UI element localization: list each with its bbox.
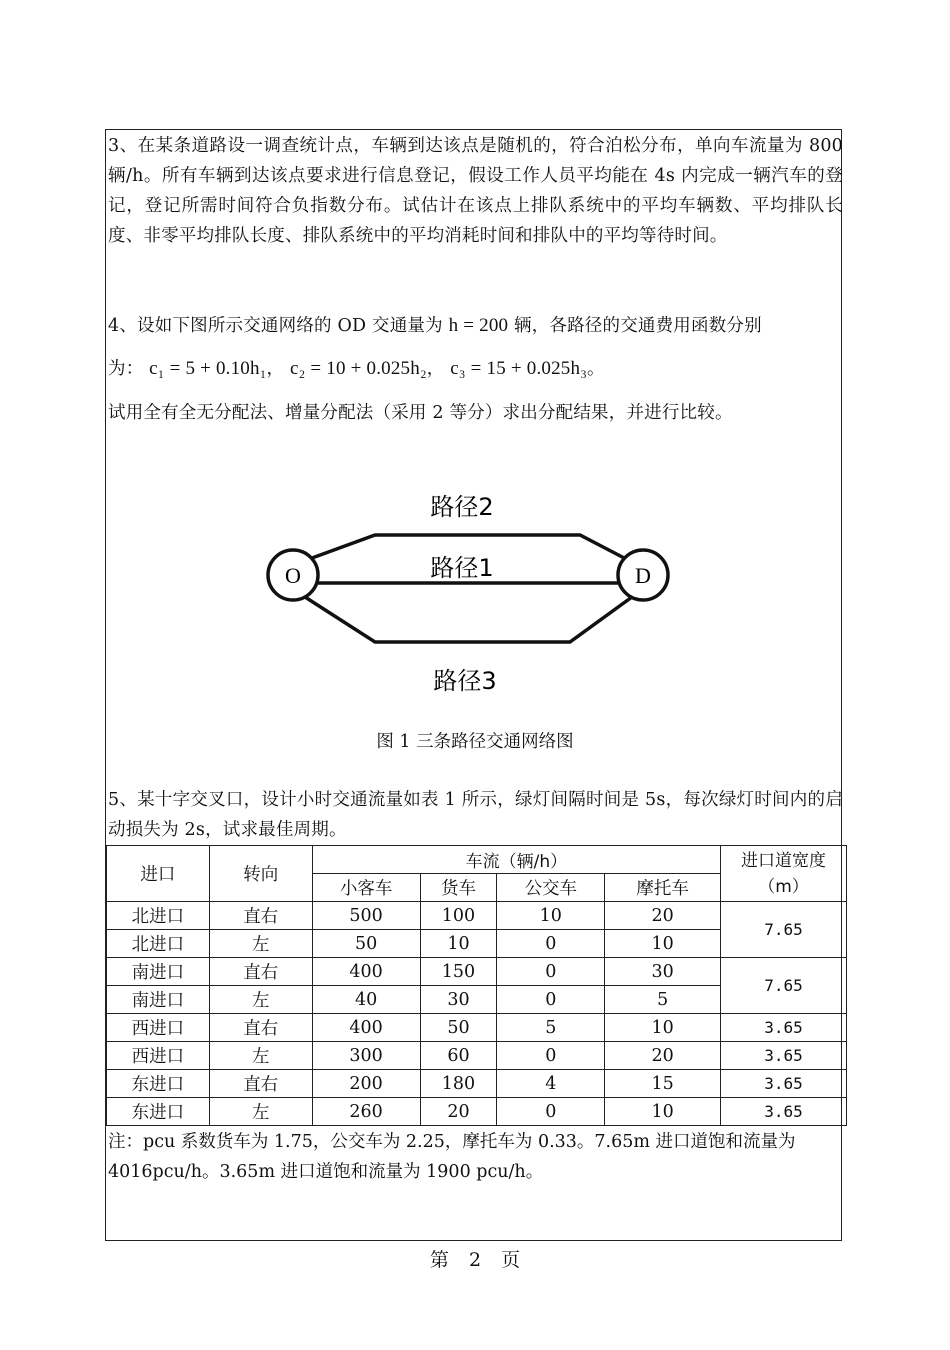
cost-function-c3: c₃ = 15 + 0.025h₃ <box>450 358 588 379</box>
cell-car: 200 <box>312 1070 420 1098</box>
cell-truck: 60 <box>420 1042 497 1070</box>
cell-moto: 10 <box>605 1098 721 1126</box>
cell-turn: 直右 <box>209 1014 312 1042</box>
cell-entrance: 西进口 <box>107 1014 210 1042</box>
cell-car: 40 <box>312 986 420 1014</box>
cell-bus: 5 <box>497 1014 605 1042</box>
cell-truck: 30 <box>420 986 497 1014</box>
cell-truck: 50 <box>420 1014 497 1042</box>
network-diagram <box>250 480 690 710</box>
cell-width: 3.65 <box>721 1014 847 1042</box>
cell-entrance: 西进口 <box>107 1042 210 1070</box>
cell-turn: 直右 <box>209 1070 312 1098</box>
cell-moto: 10 <box>605 930 721 958</box>
table-row <box>107 1070 847 1098</box>
cell-truck: 100 <box>420 902 497 930</box>
cell-width: 7.65 <box>721 958 847 1014</box>
cell-moto: 15 <box>605 1070 721 1098</box>
page-number: 第 2 页 <box>429 1249 521 1271</box>
cost-function-c1: c₁ = 5 + 0.10h₁ <box>149 358 267 379</box>
table-row <box>107 1098 847 1126</box>
header-car: 小客车 <box>312 874 420 902</box>
cost-functions-prefix: 为： <box>108 359 144 379</box>
od-volume-formula: h = 200 <box>448 315 509 336</box>
cell-turn: 左 <box>209 986 312 1014</box>
table-note: 注：pcu 系数货车为 1.75，公交车为 2.25，摩托车为 0.33。7.65m 进口道饱和流量为 4016pcu/h。3.65m 进口道饱和流量为 1900 pcu/h。 <box>108 1132 796 1182</box>
cell-bus: 0 <box>497 1098 605 1126</box>
cell-entrance: 东进口 <box>107 1070 210 1098</box>
cell-entrance: 南进口 <box>107 986 210 1014</box>
cell-moto: 20 <box>605 1042 721 1070</box>
cell-turn: 左 <box>209 930 312 958</box>
cell-truck: 10 <box>420 930 497 958</box>
table-header-row <box>107 846 847 874</box>
header-moto: 摩托车 <box>605 874 721 902</box>
cell-bus: 0 <box>497 1042 605 1070</box>
cell-car: 260 <box>312 1098 420 1126</box>
header-truck: 货车 <box>420 874 497 902</box>
period: 。 <box>587 359 605 379</box>
table-row <box>107 1014 847 1042</box>
cell-entrance: 南进口 <box>107 958 210 986</box>
destination-label: D <box>635 563 651 588</box>
header-flow: 车流（辆/h） <box>312 846 720 874</box>
path1-label: 路径1 <box>430 554 494 582</box>
cell-bus: 0 <box>497 986 605 1014</box>
figure-caption: 图 1 三条路径交通网络图 <box>376 732 574 752</box>
cell-bus: 0 <box>497 958 605 986</box>
q4-line1-suffix: 辆，各路径的交通费用函数分别 <box>514 316 762 336</box>
cell-width: 3.65 <box>721 1098 847 1126</box>
question-3: 3、在某条道路设一调查统计点，车辆到达该点是随机的，符合泊松分布，单向车流量为 800 辆/h。所有车辆到达该点要求进行信息登记，假设工作人员平均能在 4s 内完成一辆汽车的登记，登记所需时间符合负指数分布。试估计在该点上排队系统中的平均车辆数、平均排队长度、非零平均排队长度、排队系统中的平均消耗时间和排队中的平均等待时间。 <box>108 136 843 246</box>
cost-function-c2: c₂ = 10 + 0.025h₂ <box>290 358 427 379</box>
cell-turn: 直右 <box>209 902 312 930</box>
cell-car: 500 <box>312 902 420 930</box>
cell-truck: 20 <box>420 1098 497 1126</box>
cell-car: 50 <box>312 930 420 958</box>
cell-moto: 5 <box>605 986 721 1014</box>
separator: ， <box>426 359 445 379</box>
cell-turn: 左 <box>209 1042 312 1070</box>
cell-car: 300 <box>312 1042 420 1070</box>
cell-moto: 30 <box>605 958 721 986</box>
cell-bus: 10 <box>497 902 605 930</box>
cost-functions <box>108 354 843 384</box>
q4-line1-prefix: 4、设如下图所示交通网络的 OD 交通量为 <box>108 316 443 336</box>
cell-width: 3.65 <box>721 1042 847 1070</box>
cell-truck: 150 <box>420 958 497 986</box>
traffic-flow-table <box>106 845 847 1126</box>
table-row <box>107 958 847 986</box>
cell-entrance: 北进口 <box>107 930 210 958</box>
cell-truck: 180 <box>420 1070 497 1098</box>
cell-car: 400 <box>312 1014 420 1042</box>
cell-bus: 4 <box>497 1070 605 1098</box>
header-turn: 转向 <box>209 846 312 902</box>
table-row <box>107 902 847 930</box>
header-bus: 公交车 <box>497 874 605 902</box>
cell-moto: 10 <box>605 1014 721 1042</box>
question-4-task: 试用全有全无分配法、增量分配法（采用 2 等分）求出分配结果，并进行比较。 <box>108 403 733 423</box>
path2-label: 路径2 <box>430 493 494 521</box>
cell-width: 3.65 <box>721 1070 847 1098</box>
path3-edge <box>305 597 632 642</box>
cell-width: 7.65 <box>721 902 847 958</box>
header-width: 进口道宽度（m） <box>721 846 847 902</box>
origin-label: O <box>285 563 301 588</box>
table-row <box>107 1042 847 1070</box>
separator: ， <box>266 359 285 379</box>
cell-entrance: 东进口 <box>107 1098 210 1126</box>
cell-turn: 直右 <box>209 958 312 986</box>
cell-turn: 左 <box>209 1098 312 1126</box>
header-entrance: 进口 <box>107 846 210 902</box>
question-5: 5、某十字交叉口，设计小时交通流量如表 1 所示，绿灯间隔时间是 5s，每次绿灯时间内的启动损失为 2s，试求最佳周期。 <box>108 790 843 840</box>
path3-label: 路径3 <box>433 667 497 695</box>
cell-entrance: 北进口 <box>107 902 210 930</box>
cell-car: 400 <box>312 958 420 986</box>
cell-moto: 20 <box>605 902 721 930</box>
question-4 <box>108 310 843 342</box>
cell-bus: 0 <box>497 930 605 958</box>
